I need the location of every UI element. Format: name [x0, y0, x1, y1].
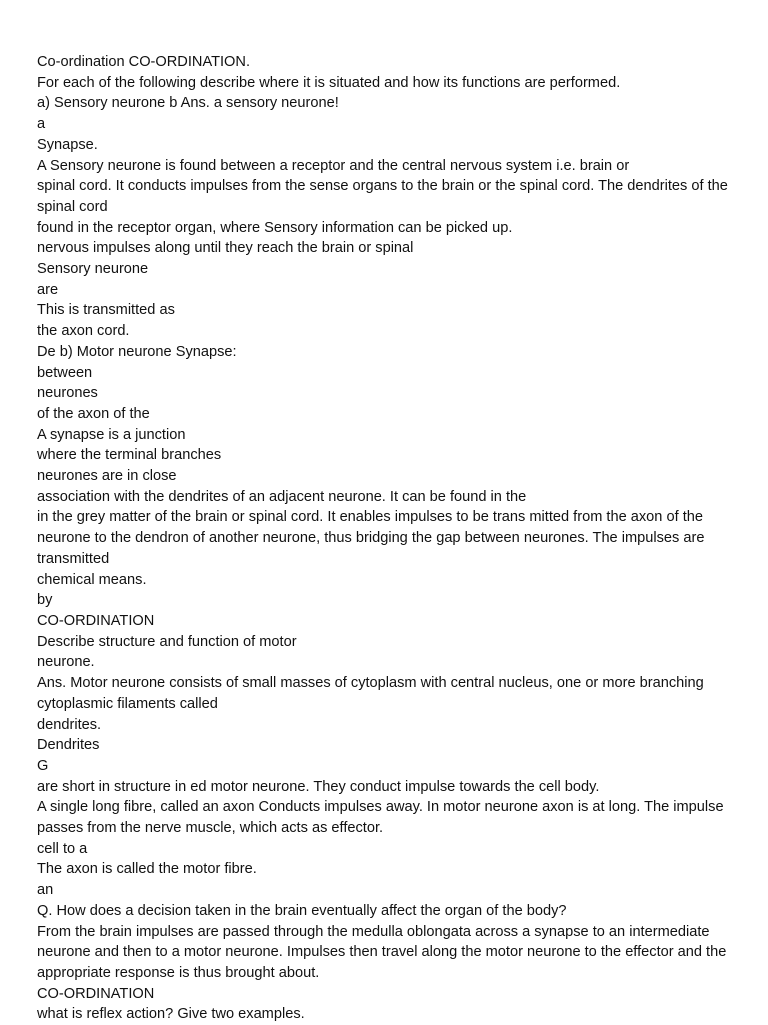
- text-line: A Sensory neurone is found between a receptor and the central nervous system i.e. brain or: [37, 157, 630, 174]
- text-line: by: [37, 592, 53, 609]
- text-line: This is transmitted as: [37, 302, 175, 319]
- text-line: chemical means.: [37, 571, 147, 588]
- text-line: neurone.: [37, 654, 95, 671]
- text-line: dendrites.: [37, 716, 102, 733]
- text-line: Dendrites: [37, 737, 100, 754]
- text-line: Sensory neurone: [37, 261, 149, 278]
- document-page: [37, 52, 753, 1025]
- text-line: neurones: [37, 385, 98, 402]
- text-line: are short in structure in ed motor neurone. They conduct impulse towards the cell body.: [37, 778, 600, 795]
- text-line: Ans. Motor neurone consists of small masses of cytoplasm with central nucleus, one or more branching cytoplasmic filaments called: [37, 675, 704, 712]
- text-line: in the grey matter of the brain or spinal cord. It enables impulses to be trans mitted from the axon of the neurone to the dendron of another neurone, thus bridging the gap between neurones. The impulses are transmitted: [37, 509, 705, 567]
- text-line: neurones are in close: [37, 468, 177, 485]
- text-line: nervous impulses along until they reach the brain or spinal: [37, 240, 414, 257]
- text-line: the axon cord.: [37, 323, 130, 340]
- text-line: Synapse.: [37, 136, 98, 153]
- text-line: A single long fibre, called an axon Conducts impulses away. In motor neurone axon is at long. The impulse passes from the nerve muscle, which acts as effector.: [37, 799, 724, 837]
- text-line: of the axon of the: [37, 405, 150, 422]
- text-line: For each of the following describe where it is situated and how its functions are performed.: [37, 74, 621, 91]
- question-line: what is reflex action? Give two examples.: [37, 1006, 305, 1023]
- text-line: De b) Motor neurone Synapse:: [37, 343, 237, 360]
- text-line: between: [37, 364, 93, 381]
- text-line: association with the dendrites of an adjacent neurone. It can be found in the: [37, 488, 527, 505]
- question-line: Q. How does a decision taken in the brain eventually affect the organ of the body?: [37, 902, 567, 919]
- text-line: a) Sensory neurone b Ans. a sensory neurone!: [37, 95, 339, 112]
- text-line: The axon is called the motor fibre.: [37, 861, 257, 878]
- text-line: are: [37, 281, 59, 298]
- text-line: spinal cord. It conducts impulses from the sense organs to the brain or the spinal cord. The dendrites of the spinal cord: [37, 178, 728, 215]
- section-heading: CO-ORDINATION: [37, 612, 155, 629]
- text-line: an: [37, 882, 54, 899]
- text-line: where the terminal branches: [37, 447, 222, 464]
- text-line: A synapse is a junction: [37, 426, 186, 443]
- section-heading: CO-ORDINATION: [37, 985, 155, 1002]
- text-line: cell to a: [37, 840, 88, 857]
- text-line: From the brain impulses are passed through the medulla oblongata across a synapse to an intermediate neurone and then to a motor neurone. Impulses then travel along the motor neurone to the effector and the appropriate response is thus brought about.: [37, 923, 727, 981]
- text-line: Describe structure and function of motor: [37, 633, 297, 650]
- text-line: G: [37, 757, 49, 774]
- text-line: a: [37, 116, 46, 133]
- text-line: found in the receptor organ, where Sensory information can be picked up.: [37, 219, 513, 236]
- text-line: Co-ordination CO-ORDINATION.: [37, 54, 251, 70]
